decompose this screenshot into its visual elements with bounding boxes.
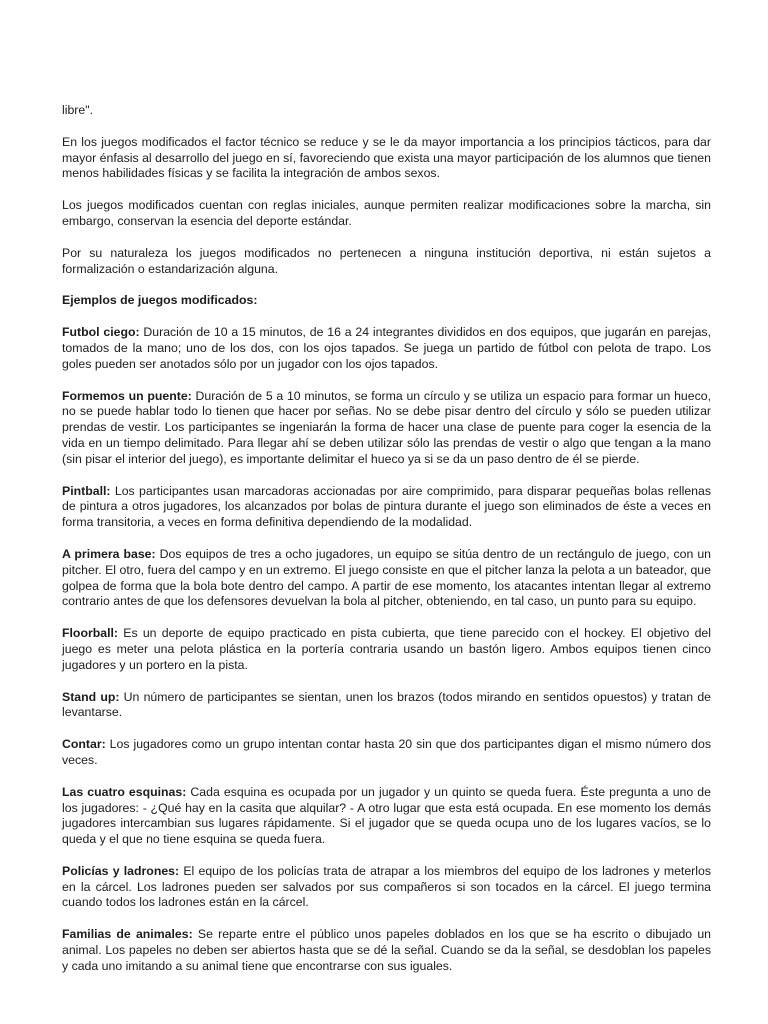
example-text: Cada esquina es ocupada por un jugador y un quinto se queda fuera. Éste pregunta a uno de los jugadores: - ¿Qué hay en la casita que alquilar? - A otro lugar que esta está ocupada. En ese momento los demás jugadores intercambian sus lugares rápidamente. Si el jugador que se queda ocupa uno de los lugares vacíos, se lo queda y el que no tiene esquina se queda fuera. [62, 784, 711, 847]
example-text: Duración de 10 a 15 minutos, de 16 a 24 integrantes divididos en dos equipos, que jugarán en parejas, tomados de la mano; uno de los dos, con los ojos tapados. Se juega un partido de fútbol con pelota de trapo. Los goles pueden ser anotados sólo por un jugador con los ojos tapados. [62, 325, 711, 371]
intro-paragraph: Los juegos modificados cuentan con reglas iniciales, aunque permiten realizar modificaciones sobre la marcha, sin embargo, conservan la esencia del deporte estándar. [62, 198, 711, 228]
document-page [62, 103, 711, 991]
example-term: Policías y ladrones: [62, 863, 180, 878]
example-floorball [62, 626, 711, 673]
example-term: Floorball: [62, 626, 119, 641]
example-term: Pintball: [62, 483, 111, 498]
example-term: Futbol ciego: [62, 325, 140, 340]
example-text: Se reparte entre el público unos papeles doblados en los que se ha escrito o dibujado un animal. Los papeles no deben ser abiertos hasta que se dé la señal. Cuando se da la señal, se desdoblan los papeles y cada uno imitando a su animal tiene que encontrarse con sus iguales. [62, 927, 712, 973]
opening-fragment: libre". [62, 103, 94, 117]
example-text: Los participantes usan marcadoras accionadas por aire comprimido, para disparar pequeñas bolas rellenas de pintura a otros jugadores, los alcanzados por bolas de pintura durante el juego son eliminados de éste a veces en forma transitoria, a veces en forma definitiva dependiendo de la modalidad. [62, 483, 711, 530]
intro-paragraph: En los juegos modificados el factor técnico se reduce y se le da mayor importancia a los principios tácticos, para dar mayor énfasis al desarrollo del juego en sí, favoreciendo que exista una mayor participación de los alumnos que tienen menos habilidades físicas y se facilita la integración de ambos sexos. [62, 134, 711, 181]
example-contar [62, 737, 711, 769]
example-policias-y-ladrones [62, 864, 711, 911]
example-formemos-un-puente [62, 389, 711, 468]
example-term: Las cuatro esquinas: [62, 784, 187, 799]
example-text: Duración de 5 a 10 minutos, se forma un círculo y se utiliza un espacio para formar un hueco, no se puede hablar todo lo tienen que hacer por señas. No se debe pisar dentro del círculo y sólo se pueden utilizar prendas de vestir. Los participantes se ingeniarán la forma de hacer una clase de puente para coger la esencia de la vida en un tiempo delimitado. Para llegar ahí se deben utilizar sólo las prendas de vestir o algo que tengan a la mano (sin pisar el interior del juego), es importante delimitar el hueco ya si se da un paso dentro de él se pierde. [62, 388, 711, 466]
example-term: Familias de animales: [62, 927, 193, 942]
example-term: Formemos un puente: [62, 388, 192, 403]
example-familias-de-animales [62, 927, 711, 974]
example-text: Dos equipos de tres a ocho jugadores, un equipo se sitúa dentro de un rectángulo de juego, con un pitcher. El otro, fuera del campo y en un extremo. El juego consiste en que el pitcher lanza la pelota a un bateador, que golpea de forma que la bola bote dentro del campo. A partir de ese momento, los atacantes intentan llegar al extremo contrario antes de que los defensores devuelvan la bola al pitcher, obteniendo, en tal caso, un punto para su equipo. [62, 546, 711, 609]
example-text: Es un deporte de equipo practicado en pista cubierta, que tiene parecido con el hockey. El objetivo del juego es meter una pelota plástica en la portería contraria usando un bastón ligero. Ambos equipos tienen cinco jugadores y un portero en la pista. [62, 626, 711, 672]
example-term: Contar: [62, 737, 106, 752]
example-stand-up [62, 690, 711, 722]
example-las-cuatro-esquinas [62, 785, 711, 848]
example-term: Stand up: [62, 689, 120, 704]
example-text: Un número de participantes se sientan, unen los brazos (todos mirando en sentidos opuestos) y tratan de levantarse. [62, 689, 711, 720]
example-text: Los jugadores como un grupo intentan contar hasta 20 sin que dos participantes digan el mismo número dos veces. [62, 737, 711, 767]
example-term: A primera base: [62, 546, 156, 561]
example-a-primera-base [62, 547, 711, 610]
intro-paragraph: Por su naturaleza los juegos modificados no pertenecen a ninguna institución deportiva, ni están sujetos a formalización o estandarización alguna. [62, 245, 711, 276]
example-pintball [62, 484, 711, 531]
example-text: El equipo de los policías trata de atrapar a los miembros del equipo de los ladrones y meterlos en la cárcel. Los ladrones pueden ser salvados por sus compañeros si son tocados en la cárcel. El juego termina cuando todos los ladrones están en la cárcel. [62, 863, 712, 910]
examples-heading: Ejemplos de juegos modificados: [62, 293, 258, 308]
example-futbol-ciego [62, 325, 711, 372]
